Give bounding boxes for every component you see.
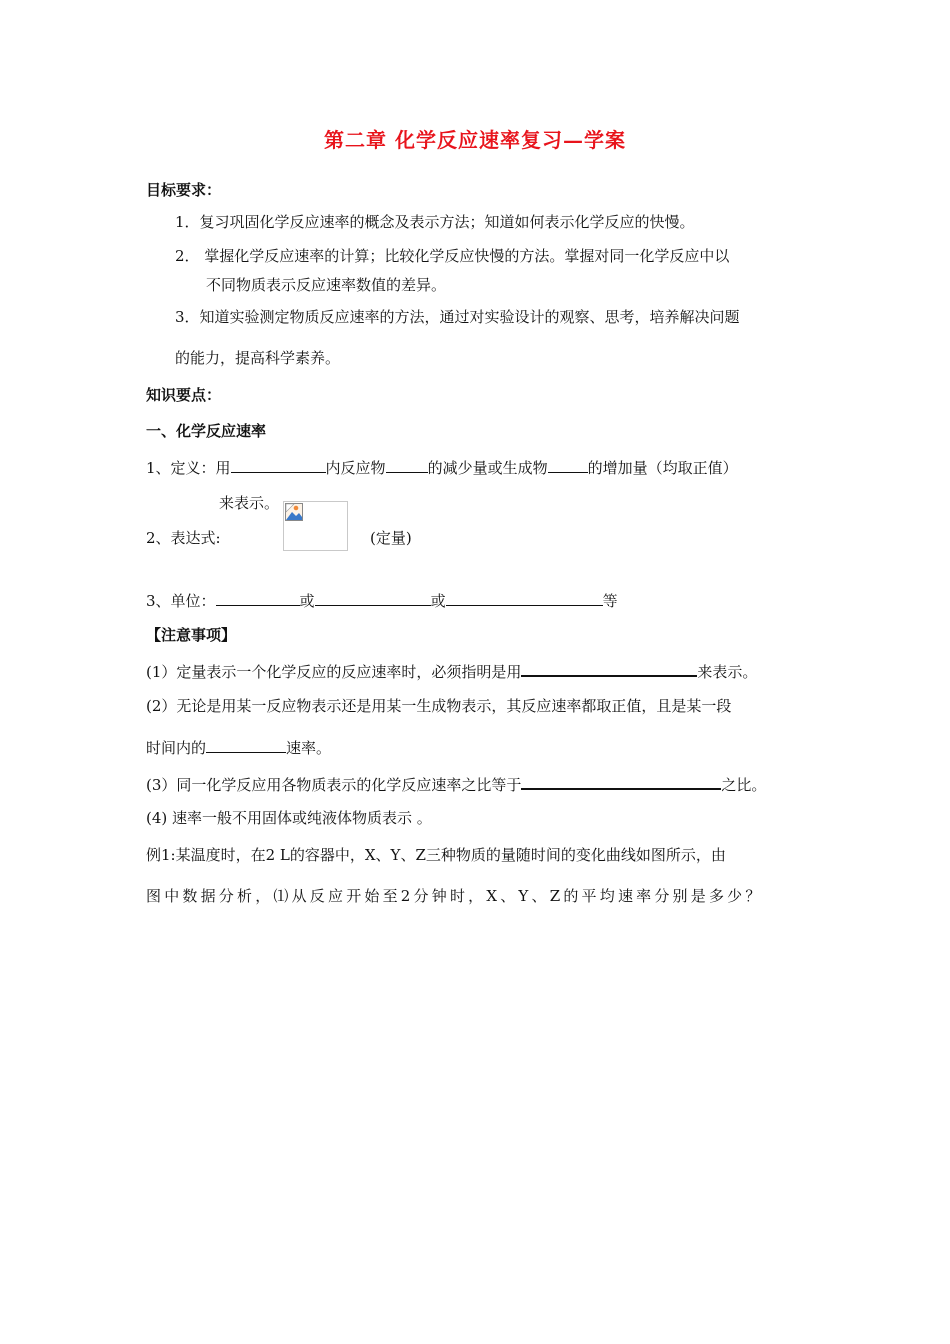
objective-item-1: 1．复习巩固化学反应速率的概念及表示方法；知道如何表示化学反应的快慢。 [175,213,695,231]
example-line-1: 例1:某温度时，在2 L的容器中，X、Y、Z三种物质的量随时间的变化曲线如图所示，由 [146,846,726,864]
objective-item-2-line-1: 2． 掌握化学反应速率的计算；比较化学反应快慢的方法。掌握对同一化学反应中以 [175,247,730,265]
objective-item-3-line-2: 的能力，提高科学素养。 [175,349,341,367]
note-2-text-b: 速率。 [286,739,332,757]
note-3 [146,773,766,795]
document-title: 第二章 化学反应速率复习—学案 [324,128,626,152]
broken-image-icon [285,503,303,521]
unit-line [146,590,618,611]
note-1-text-b: 来表示。 [697,663,758,681]
definition-text-3: 的减少量或生成物 [427,459,548,477]
notes-heading: 【注意事项】 [146,626,237,644]
knowledge-heading: 知识要点： [146,386,222,404]
unit-blank-3[interactable] [446,590,603,606]
note-2-text-a: 时间内的 [146,739,207,757]
unit-label: 3、单位： [146,592,216,610]
definition-text-4: 的增加量（均取正值） [587,459,738,477]
note-2-line-2 [146,737,331,758]
note-3-text-a: (3）同一化学反应用各物质表示的化学反应速率之比等于 [146,776,522,794]
formula-image-placeholder [283,501,348,551]
expression-note: (定量) [370,529,412,547]
definition-blank-reactant[interactable] [386,457,428,473]
note-1-blank[interactable] [521,660,697,677]
unit-or-2: 或 [430,592,446,610]
note-2-line-1: (2）无论是用某一反应物表示还是用某一生成物表示，其反应速率都取正值，且是某一段 [146,697,732,715]
objectives-heading: 目标要求： [146,181,222,199]
definition-line [146,457,738,478]
objective-item-2-line-2: 不同物质表示反应速率数值的差异。 [206,276,447,294]
unit-or-1: 或 [299,592,315,610]
definition-blank-time[interactable] [231,457,326,473]
definition-continuation: 来表示。 [219,494,280,512]
unit-blank-2[interactable] [315,590,431,606]
note-3-text-b: 之比。 [721,776,767,794]
note-2-blank[interactable] [206,737,286,753]
definition-text-1: 1、定义：用 [146,459,231,477]
objective-item-3-line-1: 3．知道实验测定物质反应速率的方法，通过对实验设计的观察、思考，培养解决问题 [175,308,740,326]
note-4: (4) 速率一般不用固体或纯液体物质表示 。 [146,809,432,827]
note-3-blank[interactable] [521,773,721,790]
note-1-text-a: (1）定量表示一个化学反应的反应速率时，必须指明是用 [146,663,522,681]
definition-blank-product[interactable] [548,457,588,473]
expression-label: 2、表达式: [146,529,221,547]
unit-blank-1[interactable] [216,590,300,606]
section-1-heading: 一、化学反应速率 [146,422,267,440]
definition-text-2: 内反应物 [325,459,386,477]
note-1 [146,660,757,682]
example-line-2: 图中数据分析，⑴从反应开始至2分钟时，X、Y、Z的平均速率分别是多少？ [146,887,764,905]
unit-etc: 等 [602,592,618,610]
